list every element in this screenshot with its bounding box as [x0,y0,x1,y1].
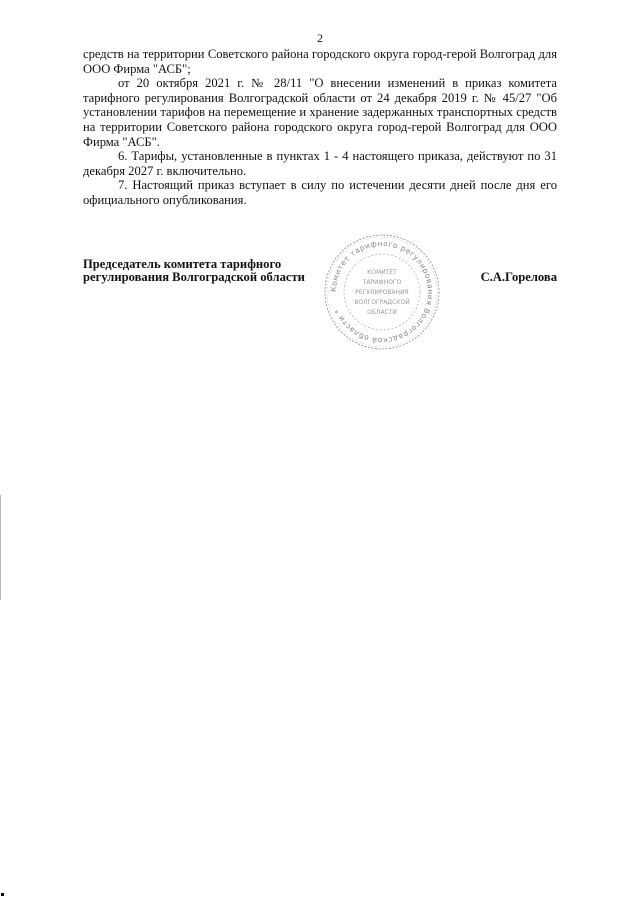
paragraph: 7. Настоящий приказ вступает в силу по истечении десяти дней после дня его официального опубликования. [83,178,557,207]
paragraph: 6. Тарифы, установленные в пунктах 1 - 4 настоящего приказа, действуют по 31 декабря 2027 г. включительно. [83,149,557,178]
signer-position-line2: регулирования Волгоградской области [83,270,305,284]
svg-text:ТАРИФНОГО: ТАРИФНОГО [362,279,402,286]
paragraph: от 20 октября 2021 г. № 28/11 "О внесении изменений в приказ комитета тарифного регулирования Волгоградской области от 24 декабря 2019 г. № 45/27 "Об установлении тарифов на перемещение и хранение задержанных транспортных средств на территории Советского района городского округа город-герой Волгоград для ООО Фирма "АСБ". [83,76,557,149]
stamp-ring-text: Комитет тарифного регулирования Волгоградской области * [328,238,436,346]
scan-margin-mark [0,495,1,600]
paragraph: средств на территории Советского района городского округа город-герой Волгоград для ООО Фирма "АСБ"; [83,47,557,76]
svg-text:КОМИТЕТ: КОМИТЕТ [367,269,397,276]
document-body [83,47,557,208]
signer-position-line1: Председатель комитета тарифного [83,257,282,271]
official-stamp [322,232,442,352]
svg-text:ВОЛГОГРАДСКОЙ: ВОЛГОГРАДСКОЙ [354,299,410,306]
svg-text:ОБЛАСТИ: ОБЛАСТИ [367,309,397,316]
svg-text:РЕГУЛИРОВАНИЯ: РЕГУЛИРОВАНИЯ [355,289,409,296]
signature-block [83,258,557,286]
scan-artifact-dot [1,893,4,896]
signer-name: С.А.Горелова [480,270,557,284]
page-number: 2 [317,31,323,45]
